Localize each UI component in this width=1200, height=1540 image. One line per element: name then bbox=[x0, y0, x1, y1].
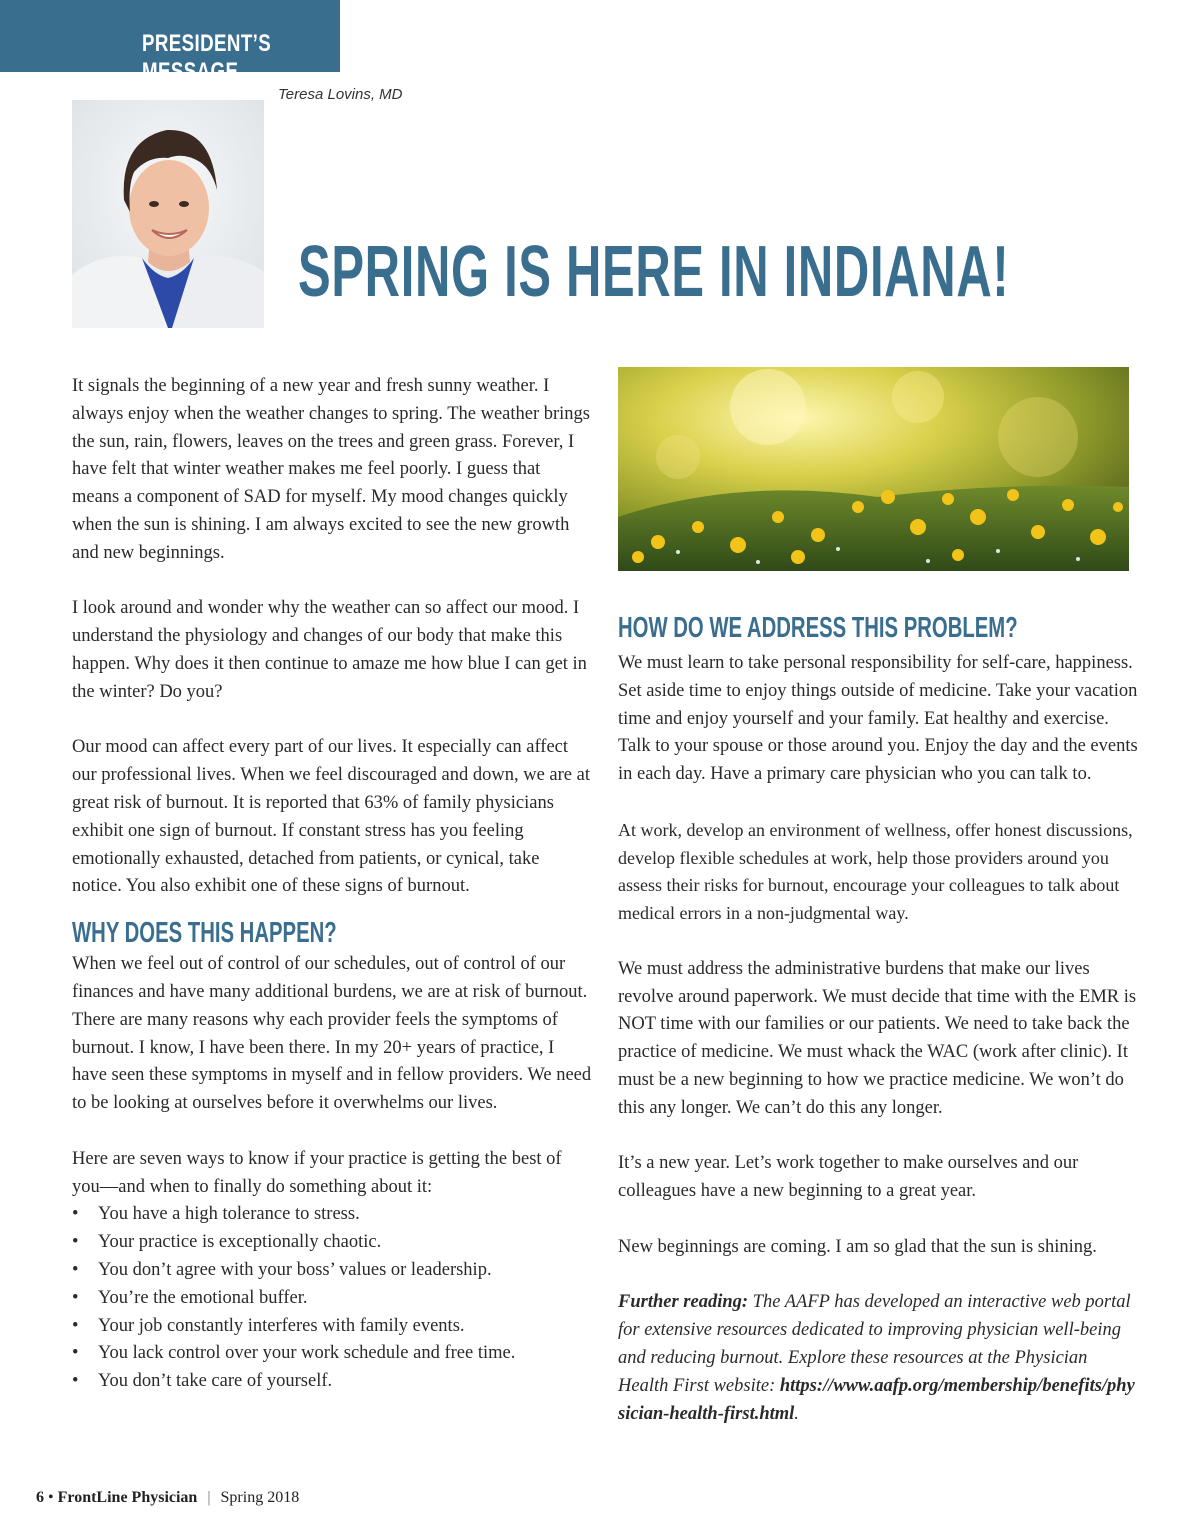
list-item: • You don’t take care of yourself. bbox=[72, 1368, 592, 1396]
right-paragraph-2: At work, develop an environment of wellness, offer honest discussions, develop flexible schedules at work, help those providers around you assess their risks for burnout, encourage your colleagues to talk about medical errors in a non-judgmental way. bbox=[618, 819, 1133, 924]
list-item: • You have a high tolerance to stress. bbox=[72, 1201, 592, 1229]
left-paragraph-1: It signals the beginning of a new year and fresh sunny weather. I always enjoy when the weather changes to spring. The weather brings the sun, rain, flowers, leaves on the trees and green grass. Forever, I have felt that winter weather makes me feel poorly. I guess that means a component of SAD for myself. My mood changes quickly when the sun is shining. I am always excited to see the new growth and new beginnings. bbox=[72, 376, 591, 563]
list-item: • You lack control over your work schedule and free time. bbox=[72, 1340, 592, 1368]
right-paragraph-3: We must address the administrative burdens that make our lives revolve around paperwork. We must decide that time with the EMR is NOT time with our families or our patients. We need to take back the practice of medicine. We must whack the WAC (work after clinic). It must be a new beginning to how we practice medicine. We won’t do this any longer. We can’t do this any longer. bbox=[618, 958, 1137, 1118]
page-footer bbox=[36, 1489, 299, 1507]
right-paragraph-4: It’s a new year. Let’s work together to make ourselves and our colleagues have a new beginning to a great year. bbox=[618, 1153, 1079, 1202]
left-column bbox=[72, 373, 592, 1396]
footer-bullet: • bbox=[48, 1489, 54, 1506]
left-paragraph-2: I look around and wonder why the weather can so affect our mood. I understand the physiology and changes of our body that make this happen. Why does it then continue to amaze me how blue I can get in the winter? Do you? bbox=[72, 598, 587, 702]
heading-how-do-we-address: HOW DO WE ADDRESS THIS PROBLEM? bbox=[618, 612, 1018, 644]
left-paragraph-5: Here are seven ways to know if your practice is getting the best of you—and when to finally do something about it: bbox=[72, 1148, 562, 1197]
right-paragraph-1: We must learn to take personal responsibility for self-care, happiness. Set aside time to enjoy things outside of medicine. Take your vacation time and enjoy yourself and your family. Eat healthy and exercise. Talk to your spouse or those around you. Enjoy the day and the events in each day. Have a primary care physician who you can talk to. bbox=[618, 653, 1138, 785]
page-number: 6 bbox=[36, 1489, 44, 1506]
further-reading bbox=[618, 1289, 1138, 1428]
list-item: • Your practice is exceptionally chaotic. bbox=[72, 1229, 592, 1257]
burnout-signs-list bbox=[72, 1201, 592, 1396]
list-item: • Your job constantly interferes with family events. bbox=[72, 1313, 592, 1341]
left-paragraph-4: When we feel out of control of our schedules, out of control of our finances and have many additional burdens, we are at risk of burnout. There are many reasons why each provider feels the symptoms of burnout. I know, I have been there. In my 20+ years of practice, I have seen these symptoms in myself and in fellow providers. We need to be looking at ourselves before it overwhelms our lives. bbox=[72, 954, 592, 1114]
section-tab-label: PRESIDENT’S MESSAGE bbox=[142, 30, 272, 85]
right-column bbox=[618, 650, 1138, 1456]
author-byline: Teresa Lovins, MD bbox=[278, 86, 403, 103]
further-reading-end: . bbox=[794, 1403, 799, 1424]
heading-why-does-this-happen: WHY DOES THIS HAPPEN? bbox=[72, 917, 337, 950]
page-title: SPRING IS HERE IN INDIANA! bbox=[298, 232, 1010, 312]
further-reading-link[interactable]: https://www.aafp.org/membership/benefits/physician-health-first.html bbox=[618, 1375, 1135, 1424]
author-portrait bbox=[72, 100, 264, 328]
spring-flowers-photo bbox=[618, 367, 1129, 571]
further-reading-label: Further reading: bbox=[618, 1292, 749, 1313]
left-paragraph-3: Our mood can affect every part of our lives. It especially can affect our professional lives. When we feel discouraged and down, we are at great risk of burnout. It is reported that 63% of family physicians exhibit one sign of burnout. If constant stress has you feeling emotionally exhausted, detached from patients, or cynical, take notice. You also exhibit one of these signs of burnout. bbox=[72, 737, 590, 897]
list-item: • You don’t agree with your boss’ values or leadership. bbox=[72, 1257, 592, 1285]
publication-name: FrontLine Physician bbox=[57, 1489, 198, 1506]
footer-separator: | bbox=[207, 1489, 211, 1506]
issue-date: Spring 2018 bbox=[220, 1489, 300, 1506]
list-item: • You’re the emotional buffer. bbox=[72, 1285, 592, 1313]
further-reading-text: The AAFP has developed an interactive web portal for extensive resources dedicated to improving physician well-being and reducing burnout. Explore these resources at the Physician Health First website: bbox=[618, 1292, 1131, 1396]
right-paragraph-5: New beginnings are coming. I am so glad that the sun is shining. bbox=[618, 1236, 1097, 1257]
section-tab bbox=[0, 0, 340, 85]
